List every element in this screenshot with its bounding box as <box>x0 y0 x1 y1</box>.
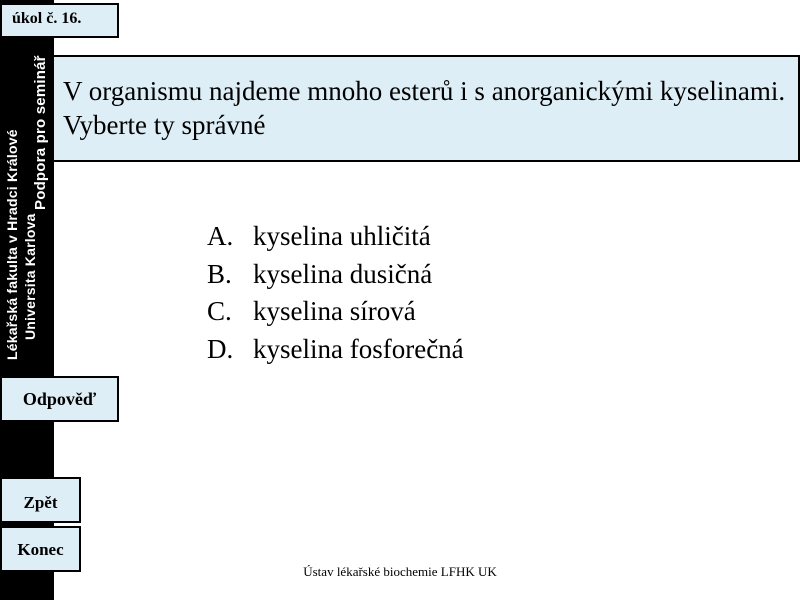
option-d[interactable] <box>207 331 464 369</box>
option-c[interactable] <box>207 293 464 331</box>
option-text: kyselina fosforečná <box>253 333 464 364</box>
answer-button[interactable]: Odpověď <box>0 376 119 422</box>
option-text: kyselina dusičná <box>253 258 433 289</box>
question-box: V organismu najdeme mnoho esterů i s anorganickými kyselinami. Vyberte ty správné <box>52 55 800 162</box>
option-b[interactable] <box>207 256 464 294</box>
option-letter: C. <box>207 296 232 326</box>
footer-text: Ústav lékařské biochemie LFHK UK <box>303 564 497 579</box>
option-text: kyselina uhličitá <box>253 221 431 251</box>
option-letter: B. <box>207 258 232 289</box>
option-letter: D. <box>207 333 234 364</box>
answer-options-list <box>207 218 464 368</box>
sidebar-university-text: Universita Karlova <box>22 213 38 340</box>
back-button[interactable]: Zpět <box>0 477 81 523</box>
option-a[interactable] <box>207 218 464 256</box>
option-letter: A. <box>207 221 234 251</box>
sidebar-faculty-text: Lékařská fakulta v Hradci Králové <box>4 129 20 360</box>
task-number-label: úkol č. 16. <box>0 3 119 38</box>
sidebar-support-text: Podpora pro seminář <box>32 55 49 210</box>
end-button[interactable]: Konec <box>0 526 81 572</box>
option-text: kyselina sírová <box>253 296 416 326</box>
